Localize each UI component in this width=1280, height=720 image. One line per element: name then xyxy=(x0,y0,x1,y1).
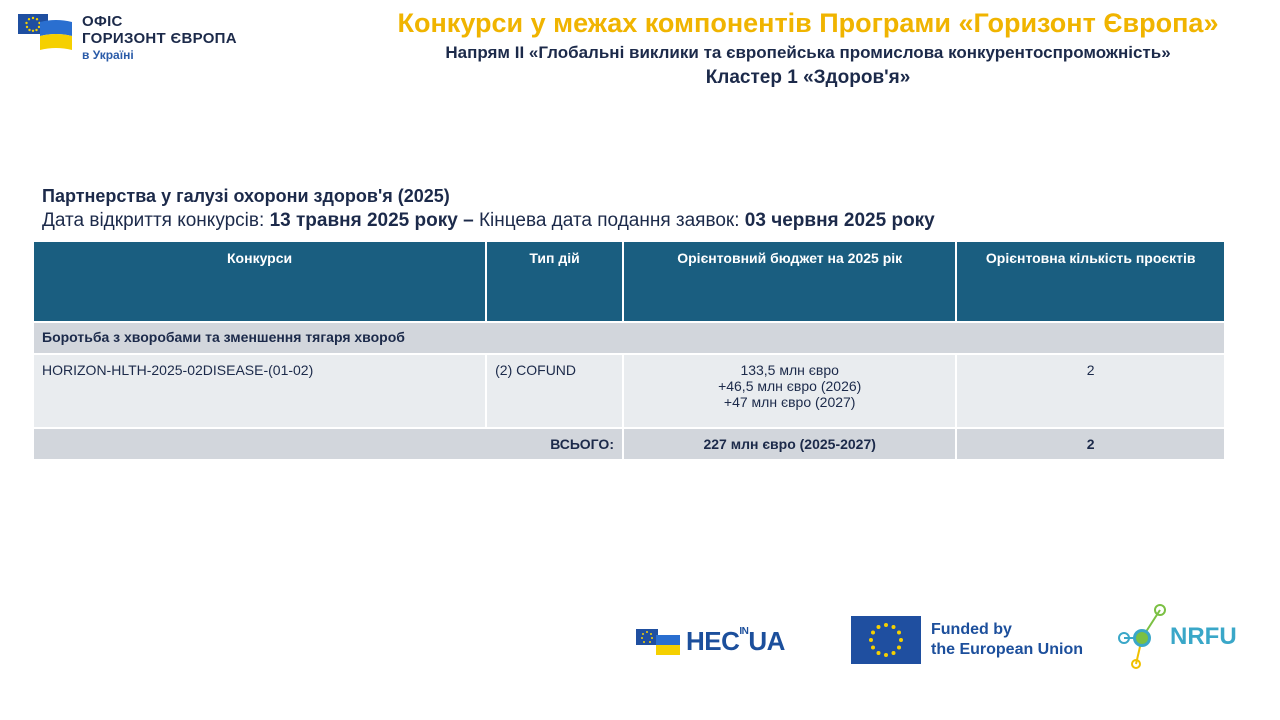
calls-table xyxy=(32,240,1226,461)
logo-text-line1: ОФІС xyxy=(82,13,123,30)
office-logo xyxy=(18,14,237,62)
header-action-type: Тип дій xyxy=(486,241,623,322)
dates-dash: – xyxy=(457,210,479,231)
title-block xyxy=(358,8,1258,89)
deadline-label: Кінцева дата подання заявок: xyxy=(478,210,745,231)
hec-label: HEC xyxy=(686,626,740,656)
call-id: HORIZON-HLTH-2025-02DISEASE-(01-02) xyxy=(33,354,486,428)
total-projects: 2 xyxy=(956,428,1225,460)
budget-line-2: +46,5 млн євро (2026) xyxy=(718,378,862,394)
table-header-row xyxy=(33,241,1225,322)
budget-line-3: +47 млн євро (2027) xyxy=(723,394,856,410)
eu-ukraine-flag-icon xyxy=(18,14,72,50)
hec-in-label: IN xyxy=(739,626,749,637)
logo-text-line3: в Україні xyxy=(82,48,134,62)
cluster-title: Кластер 1 «Здоров'я» xyxy=(705,67,911,88)
nrfu-logo xyxy=(1116,602,1237,672)
page-title: Конкурси у межах компонентів Програми «Горизонт Європа» xyxy=(397,8,1219,38)
open-date-label: Дата відкриття конкурсів: xyxy=(42,210,270,231)
open-date: 13 травня 2025 року xyxy=(269,210,458,231)
section-title: Партнерства у галузі охорони здоров'я (2025) xyxy=(42,186,450,206)
action-type: (2) COFUND xyxy=(486,354,623,428)
logo-text-line2: ГОРИЗОНТ ЄВРОПА xyxy=(82,29,237,47)
molecule-icon xyxy=(1116,602,1168,672)
header-calls: Конкурси xyxy=(33,241,486,322)
budget-line-1: 133,5 млн євро xyxy=(740,362,839,378)
hec-text xyxy=(686,626,785,657)
hec-flag-icon xyxy=(636,629,680,655)
funded-line1: Funded by xyxy=(931,621,1012,638)
projects-count: 2 xyxy=(956,354,1225,428)
category-row xyxy=(33,322,1225,354)
funded-line2: the European Union xyxy=(931,641,1083,658)
total-label: ВСЬОГО: xyxy=(33,428,623,460)
header-budget: Орієнтовний бюджет на 2025 рік xyxy=(623,241,956,322)
funded-by-eu-logo xyxy=(851,616,1083,664)
header-projects: Орієнтовна кількість проєктів xyxy=(956,241,1225,322)
deadline-date: 03 червня 2025 року xyxy=(744,210,935,231)
total-row xyxy=(33,428,1225,460)
page-subtitle: Напрям ІІ «Глобальні виклики та європейська промислова конкурентоспроможність» xyxy=(445,43,1171,62)
dates-line xyxy=(42,210,935,232)
hec-in-ua-logo xyxy=(636,626,785,657)
total-budget: 227 млн євро (2025-2027) xyxy=(623,428,956,460)
table-row xyxy=(33,354,1225,428)
nrfu-text: NRFU xyxy=(1170,623,1237,650)
hec-ua-label: UA xyxy=(748,626,785,656)
category-label: Боротьба з хворобами та зменшення тягаря хвороб xyxy=(33,322,1225,354)
budget-cell xyxy=(623,354,956,428)
footer-logos xyxy=(0,616,1280,686)
eu-flag-icon xyxy=(851,616,921,664)
